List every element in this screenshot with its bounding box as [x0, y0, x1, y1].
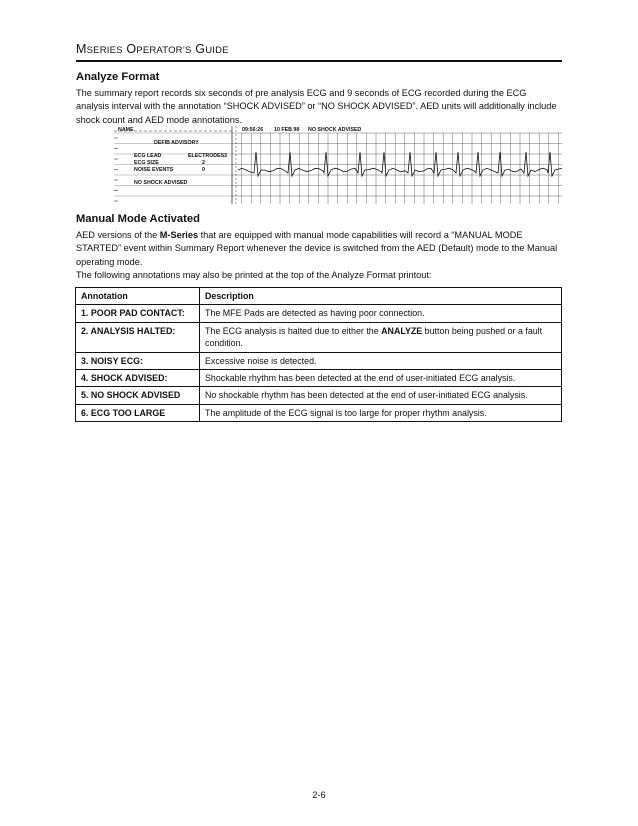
- description-cell: Excessive noise is detected.: [200, 352, 562, 369]
- ecg-grid-trace: [114, 126, 562, 204]
- ecg-time: 09:56:26: [242, 127, 264, 133]
- ecg-noise-label: NOISE EVENTS: [134, 167, 174, 173]
- page-number: 2-6: [312, 790, 326, 800]
- ecg-no-shock-label: NO SHOCK ADVISED: [134, 180, 188, 186]
- ecg-noise-value: 0: [202, 167, 205, 173]
- annotation-cell: 2. ANALYSIS HALTED:: [76, 322, 200, 352]
- ecg-electrodes-label: ELECTRODES: [188, 153, 225, 159]
- description-cell: [200, 322, 562, 352]
- ecg-lead-label: ECG LEAD: [134, 153, 162, 159]
- annotation-cell: 4. SHOCK ADVISED:: [76, 370, 200, 387]
- table-row: [76, 404, 562, 421]
- page-header: [76, 42, 229, 56]
- heading-manual-mode: Manual Mode Activated: [76, 213, 200, 225]
- description-cell: No shockable rhythm has been detected at the end of user-initiated ECG analysis.: [200, 387, 562, 404]
- annotations-intro: The following annotations may also be printed at the top of the Analyze Format printout:: [76, 270, 432, 280]
- annotation-cell: 3. NOISY ECG:: [76, 352, 200, 369]
- header-initial: M: [76, 42, 87, 56]
- ecg-annotation: NO SHOCK ADVISED: [308, 127, 362, 133]
- ecg-strip-figure: [114, 126, 562, 204]
- table-row: [76, 322, 562, 352]
- col-annotation-header: Annotation: [76, 288, 200, 305]
- ecg-trace: [238, 152, 562, 176]
- annotation-cell: 6. ECG TOO LARGE: [76, 404, 200, 421]
- desc-bold: ANALYZE: [381, 325, 423, 336]
- table-header-row: [76, 288, 562, 305]
- heading-analyze-format: Analyze Format: [76, 71, 160, 83]
- table-row: [76, 370, 562, 387]
- desc-pre: The ECG analysis is halted due to either the: [205, 325, 382, 336]
- header-word-series: SERIES: [86, 45, 123, 56]
- ecg-date: 10 FEB 98: [274, 127, 300, 133]
- annotation-cell: 5. NO SHOCK ADVISED: [76, 387, 200, 404]
- manual-body-post: that are equipped with manual mode capabilities will record a “MANUAL MODE STARTED” event within Summary Report whenever the device is switched from the AED (Default) mode to the Manual operating mode.: [76, 230, 558, 267]
- ecg-defib-advisory: DEFIB ADVISORY: [154, 140, 199, 146]
- header-initial-o: O: [126, 42, 137, 56]
- ecg-size-label: ECG SIZE: [134, 160, 159, 166]
- col-description-header: Description: [200, 288, 562, 305]
- table-row: [76, 387, 562, 404]
- annotations-table: [75, 287, 562, 422]
- description-cell: Shockable rhythm has been detected at the end of user-initiated ECG analysis.: [200, 370, 562, 387]
- annotation-cell: 1. POOR PAD CONTACT:: [76, 305, 200, 322]
- header-word-guide: UIDE: [205, 45, 229, 56]
- description-cell: The amplitude of the ECG signal is too large for proper rhythm analysis.: [200, 404, 562, 421]
- manual-body-pre: AED versions of the: [76, 230, 160, 240]
- analyze-format-body: The summary report records six seconds of pre analysis ECG and 9 seconds of ECG recorded during the ECG analysis interval with the annotation “SHOCK ADVISED” or “NO SHOCK ADVISED”. AED units will additionally include shock count and AED mode annotations.: [76, 88, 557, 125]
- header-initial-g: G: [195, 42, 206, 56]
- ecg-size-value: 2: [202, 160, 205, 166]
- manual-body-bold: M-Series: [159, 230, 199, 240]
- header-rule: [76, 60, 562, 62]
- table-row: [76, 352, 562, 369]
- ecg-electrodes-value: 3: [224, 153, 227, 159]
- desc-post: button being pushed or a fault condition.: [205, 325, 543, 349]
- ecg-name-label: NAME: [118, 127, 134, 133]
- description-cell: The MFE Pads are detected as having poor connection.: [200, 305, 562, 322]
- table-row: [76, 305, 562, 322]
- manual-mode-body: [76, 229, 562, 269]
- header-word-operators: PERATOR’S: [136, 45, 192, 56]
